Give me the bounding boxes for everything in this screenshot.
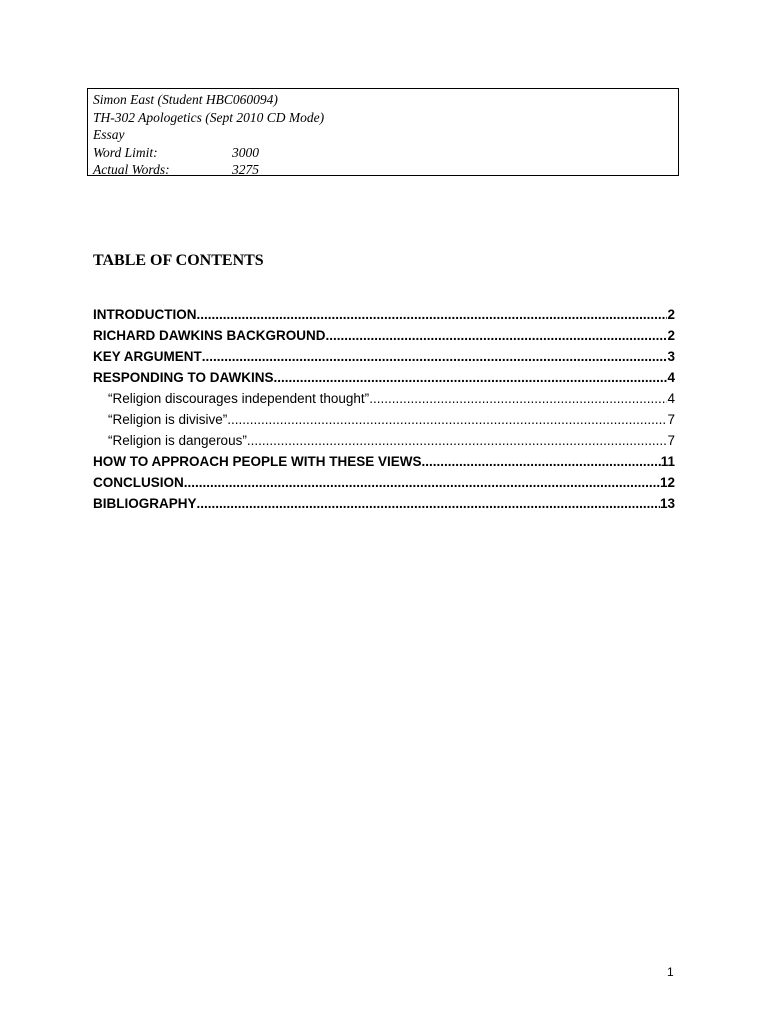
toc-leader-dots bbox=[197, 493, 660, 514]
toc-entry-label: HOW TO APPROACH PEOPLE WITH THESE VIEWS bbox=[93, 454, 422, 469]
toc-title: TABLE OF CONTENTS bbox=[93, 252, 264, 269]
toc-entry-label: “Religion discourages independent thought” bbox=[108, 391, 370, 406]
toc-entry-page: 7 bbox=[667, 412, 675, 427]
course-line: TH-302 Apologetics (Sept 2010 CD Mode) bbox=[93, 109, 325, 125]
word-limit-line bbox=[93, 144, 678, 162]
essay-info-box bbox=[87, 88, 679, 176]
toc-entry-label: INTRODUCTION bbox=[93, 307, 197, 322]
toc-entry-label: CONCLUSION bbox=[93, 475, 184, 490]
actual-words-line bbox=[93, 161, 678, 179]
word-limit-label: Word Limit: bbox=[93, 144, 158, 160]
actual-words-value: 3275 bbox=[232, 162, 259, 177]
toc-leader-dots bbox=[227, 409, 667, 430]
toc-entry-responding-to-dawkins[interactable] bbox=[93, 367, 675, 388]
word-limit-value: 3000 bbox=[232, 144, 259, 160]
toc-leader-dots bbox=[247, 430, 668, 451]
essay-type-line: Essay bbox=[93, 127, 125, 142]
table-of-contents bbox=[93, 304, 675, 514]
toc-leader-dots bbox=[274, 367, 668, 388]
page-number: 1 bbox=[667, 965, 674, 979]
toc-entry-label: RICHARD DAWKINS BACKGROUND bbox=[93, 328, 326, 343]
toc-entry-conclusion[interactable] bbox=[93, 472, 675, 493]
toc-entry-how-to-approach[interactable] bbox=[93, 451, 675, 472]
toc-entry-introduction[interactable] bbox=[93, 304, 675, 325]
toc-entry-page: 7 bbox=[667, 433, 675, 448]
toc-entry-religion-divisive[interactable] bbox=[93, 409, 675, 430]
toc-entry-bibliography[interactable] bbox=[93, 493, 675, 514]
actual-words-label: Actual Words: bbox=[93, 162, 170, 177]
toc-leader-dots bbox=[197, 304, 668, 325]
toc-entry-page: 3 bbox=[667, 349, 675, 364]
toc-entry-label: “Religion is dangerous” bbox=[108, 433, 247, 448]
toc-leader-dots bbox=[184, 472, 660, 493]
toc-entry-key-argument[interactable] bbox=[93, 346, 675, 367]
toc-entry-page: 12 bbox=[659, 475, 675, 490]
toc-leader-dots bbox=[202, 346, 668, 367]
toc-entry-label: BIBLIOGRAPHY bbox=[93, 496, 197, 511]
toc-entry-religion-dangerous[interactable] bbox=[93, 430, 675, 451]
toc-entry-label: KEY ARGUMENT bbox=[93, 349, 202, 364]
toc-entry-label: RESPONDING TO DAWKINS bbox=[93, 370, 274, 385]
toc-entry-richard-dawkins-background[interactable] bbox=[93, 325, 675, 346]
toc-entry-page: 4 bbox=[667, 370, 675, 385]
toc-leader-dots bbox=[326, 325, 668, 346]
toc-entry-page: 13 bbox=[659, 496, 675, 511]
toc-entry-page: 2 bbox=[667, 307, 675, 322]
toc-entry-page: 4 bbox=[667, 391, 675, 406]
toc-entry-page: 2 bbox=[667, 328, 675, 343]
toc-entry-independent-thought[interactable] bbox=[93, 388, 675, 409]
author-line: Simon East (Student HBC060094) bbox=[93, 92, 278, 107]
toc-entry-page: 11 bbox=[660, 454, 675, 469]
toc-leader-dots bbox=[422, 451, 661, 472]
toc-leader-dots bbox=[369, 388, 667, 409]
toc-entry-label: “Religion is divisive” bbox=[108, 412, 228, 427]
